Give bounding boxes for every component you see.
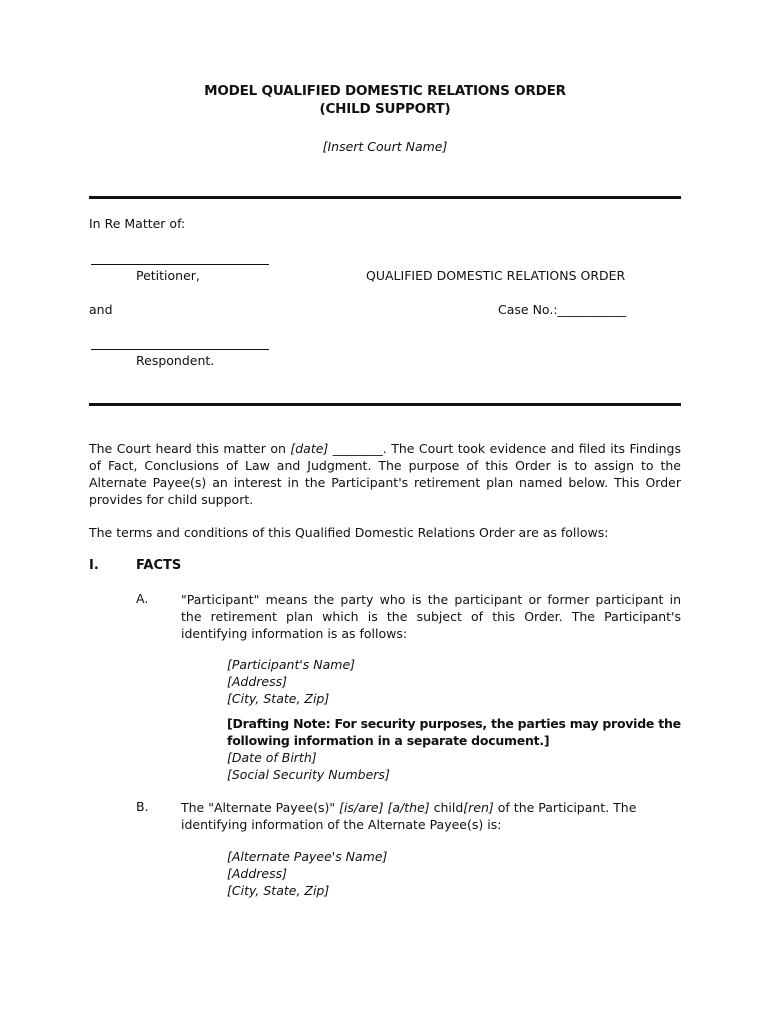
document-title: MODEL QUALIFIED DOMESTIC RELATIONS ORDER bbox=[204, 83, 566, 99]
alternate-payee-city-field: [City, State, Zip] bbox=[227, 883, 330, 898]
private-fields bbox=[227, 749, 390, 783]
item-b-letter: B. bbox=[136, 799, 149, 814]
bottom-rule bbox=[89, 403, 681, 406]
item-a-text: "Participant" means the party who is the participant or former participant in the retirement plan which is the subject of this Order. The Participant's identifying information is as follows: bbox=[181, 592, 681, 641]
participant-address-field: [Address] bbox=[227, 674, 288, 689]
document-subtitle: (CHILD SUPPORT) bbox=[319, 101, 451, 117]
respondent-label: Respondent. bbox=[136, 353, 215, 368]
terms-paragraph: The terms and conditions of this Qualified Domestic Relations Order are as follows: bbox=[89, 525, 609, 540]
section-number: I. bbox=[89, 558, 99, 573]
item-b-text: The "Alternate Payee(s)" [is/are] [a/the] child[ren] of the Participant. The identifying information of the Alternate Payee(s) is: bbox=[181, 800, 637, 832]
top-rule bbox=[89, 196, 681, 199]
item-a-letter: A. bbox=[136, 591, 149, 606]
court-name-placeholder: [Insert Court Name] bbox=[322, 139, 448, 154]
petitioner-label: Petitioner, bbox=[136, 268, 200, 283]
case-number: Case No.:___________ bbox=[498, 302, 627, 317]
drafting-note: [Drafting Note: For security purposes, the parties may provide the following information in a separate document.] bbox=[227, 716, 681, 748]
participant-fields bbox=[227, 656, 355, 707]
alternate-payee-name-field: [Alternate Payee's Name] bbox=[227, 849, 388, 864]
ssn-field: [Social Security Numbers] bbox=[227, 767, 390, 782]
in-re-label: In Re Matter of: bbox=[89, 216, 186, 231]
and-label: and bbox=[89, 302, 113, 317]
alternate-payee-fields bbox=[227, 848, 387, 899]
petitioner-signature-line bbox=[91, 264, 269, 265]
section-heading: FACTS bbox=[136, 558, 182, 573]
respondent-signature-line bbox=[91, 349, 269, 350]
alternate-payee-address-field: [Address] bbox=[227, 866, 288, 881]
participant-city-field: [City, State, Zip] bbox=[227, 691, 330, 706]
date-of-birth-field: [Date of Birth] bbox=[227, 750, 317, 765]
order-name: QUALIFIED DOMESTIC RELATIONS ORDER bbox=[366, 268, 626, 283]
intro-paragraph: The Court heard this matter on [date] ________. The Court took evidence and filed its Findings of Fact, Conclusions of Law and Judgment. The purpose of this Order is to assign to the Alternate Payee(s) an interest in the Participant's retirement plan named below. This Order provides for child support. bbox=[89, 441, 681, 507]
participant-name-field: [Participant's Name] bbox=[227, 657, 356, 672]
